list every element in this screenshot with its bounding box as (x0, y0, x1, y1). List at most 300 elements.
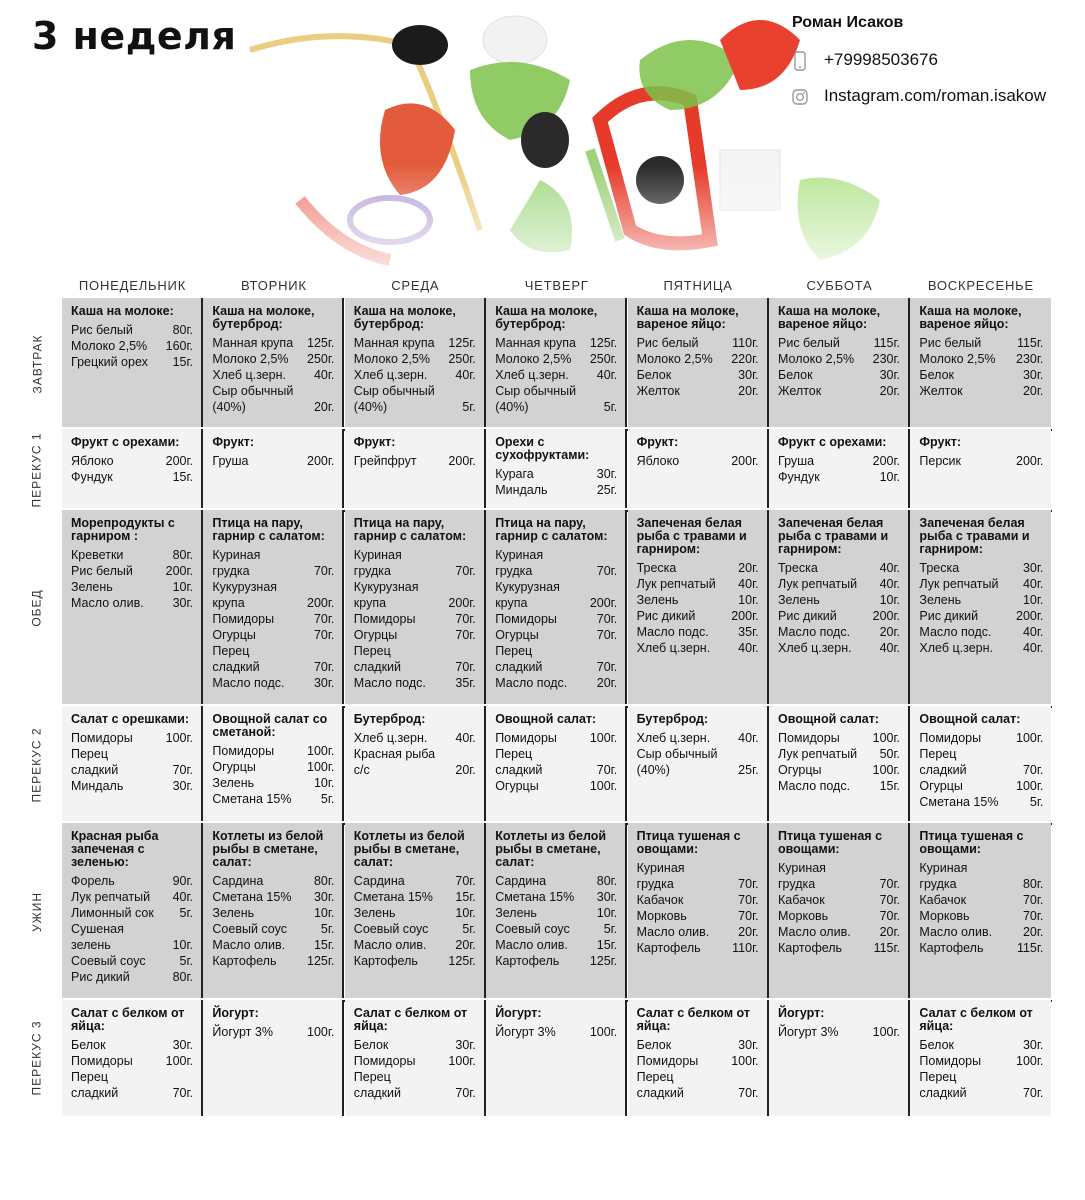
meal-cell (486, 706, 627, 821)
ingredient-name: сладкий (636, 1086, 684, 1100)
ingredient-row (495, 730, 617, 746)
ingredient-name: Кукурузная (212, 580, 278, 594)
ingredient-row (71, 1085, 193, 1101)
ingredient-amount: 5г. (462, 400, 476, 414)
meal-label-text: ПЕРЕКУС 3 (30, 1020, 44, 1096)
ingredient-name: Хлеб ц.зерн. (495, 368, 569, 382)
ingredient-row (919, 367, 1043, 383)
ingredient-row (919, 794, 1043, 810)
ingredient-amount: 70г. (596, 612, 618, 626)
ingredient-row (212, 889, 334, 905)
dish-title: Птица на пару, гарнир с салатом: (353, 516, 467, 543)
ingredient-name: Лук репчатый (778, 577, 858, 591)
ingredient-row (919, 908, 1043, 924)
ingredient-amount: 250г. (448, 352, 476, 366)
ingredient-name: Хлеб ц.зерн. (353, 731, 428, 745)
ingredient-row (637, 892, 759, 908)
ingredient-row (778, 335, 900, 351)
ingredient-name: Яблоко (636, 454, 680, 468)
ingredient-amount: 100г. (165, 731, 193, 745)
ingredient-row (495, 482, 617, 498)
ingredient-row (212, 937, 334, 953)
ingredient-name: Рис белый (71, 323, 133, 337)
ingredient-name: Огурцы (353, 628, 398, 642)
ingredient-name: Молоко 2,5% (636, 352, 713, 366)
ingredient-row (919, 762, 1043, 778)
ingredient-amount: 100г. (589, 779, 618, 793)
meal-cell (628, 510, 769, 704)
ingredient-amount: 70г. (738, 909, 759, 923)
ingredient-row (778, 746, 900, 762)
ingredient-name: Фундук (71, 470, 113, 484)
ingredient-amount: 80г. (1022, 877, 1044, 891)
ingredient-amount: 110г. (732, 941, 759, 955)
ingredient-row (778, 762, 900, 778)
ingredient-name: Соевый соус (212, 922, 287, 936)
ingredient-row (495, 921, 617, 937)
ingredient-name: Треска (919, 561, 960, 575)
ingredient-name: Картофель (495, 954, 560, 968)
ingredient-name: Рис дикий (71, 970, 130, 984)
meal-row (30, 429, 1052, 512)
ingredient-name: Сметана 15% (495, 890, 575, 904)
meal-cell (628, 429, 769, 508)
day-header: ПЯТНИЦА (663, 278, 733, 293)
ingredient-row (354, 762, 476, 778)
ingredient-amount: 10г. (879, 470, 900, 484)
ingredient-row (71, 469, 193, 485)
meal-cell (628, 1000, 769, 1116)
day-header: СУББОТА (806, 278, 873, 293)
dish-title: Птица тушеная с овощами: (919, 829, 1024, 856)
ingredient-name: Помидоры (212, 612, 275, 626)
ingredient-amount: 80г. (313, 874, 335, 888)
ingredient-row (71, 730, 193, 746)
ingredient-amount: 50г. (879, 747, 900, 761)
ingredient-amount: 125г. (589, 336, 618, 350)
ingredient-row (354, 643, 476, 659)
ingredient-name: Помидоры (71, 1054, 133, 1068)
ingredient-name: Груша (212, 454, 249, 468)
ingredient-name: грудка (495, 564, 533, 578)
ingredient-amount: 15г. (172, 470, 193, 484)
dish-title: Овощной салат: (495, 712, 597, 726)
day-header: ЧЕТВЕРГ (524, 278, 589, 293)
ingredient-row (637, 1069, 759, 1085)
ingredient-row (354, 351, 476, 367)
ingredient-name: Куриная (353, 548, 402, 562)
ingredient-name: грудка (636, 877, 674, 891)
ingredient-name: Масло олив. (919, 925, 993, 939)
ingredient-row (778, 592, 900, 608)
ingredient-name: Масло подс. (636, 625, 709, 639)
ingredient-name: Сушеная (71, 922, 124, 936)
ingredient-name: Масло подс. (212, 676, 285, 690)
ingredient-row (919, 1037, 1043, 1053)
ingredient-amount: 70г. (879, 877, 900, 891)
ingredient-amount: 70г. (172, 1086, 193, 1100)
meal-label-text: УЖИН (30, 891, 44, 932)
ingredient-name: с/с (353, 763, 370, 777)
ingredient-row (919, 1085, 1043, 1101)
ingredient-row (354, 937, 476, 953)
ingredient-name: Картофель (919, 941, 984, 955)
ingredient-name: Масло подс. (353, 676, 426, 690)
ingredient-name: Огурцы (778, 763, 822, 777)
ingredient-row (354, 563, 476, 579)
ingredient-name: Зелень (212, 776, 255, 790)
ingredient-row (919, 730, 1043, 746)
ingredient-row (778, 560, 900, 576)
ingredient-row (354, 1053, 476, 1069)
ingredient-amount: 20г. (596, 676, 618, 690)
ingredient-name: Сардина (353, 874, 405, 888)
ingredient-amount: 200г. (307, 454, 335, 468)
ingredient-amount: 70г. (738, 1086, 759, 1100)
ingredient-row (71, 1037, 193, 1053)
meal-cell (486, 298, 627, 427)
ingredient-name: Сметана 15% (212, 792, 292, 806)
ingredient-name: Лук репчатый (636, 577, 716, 591)
ingredient-row (495, 762, 617, 778)
phone-row (792, 50, 938, 71)
dish-title: Бутерброд: (353, 712, 426, 726)
ingredient-name: Треска (636, 561, 677, 575)
ingredient-name: сладкий (919, 1086, 967, 1100)
ingredient-amount: 70г. (455, 628, 476, 642)
ingredient-name: Сметана 15% (919, 795, 999, 809)
meal-cell (62, 1000, 203, 1116)
ingredient-amount: 100г. (731, 1054, 759, 1068)
ingredient-name: Соевый соус (495, 922, 570, 936)
ingredient-row (354, 659, 476, 675)
ingredient-row (212, 791, 334, 807)
ingredient-row (778, 367, 900, 383)
ingredient-amount: 100г. (872, 731, 900, 745)
ingredient-amount: 70г. (313, 612, 335, 626)
dish-title: Фрукт: (636, 435, 679, 449)
ingredient-row (919, 876, 1043, 892)
ingredient-row (354, 367, 476, 383)
ingredient-amount: 200г. (165, 564, 193, 578)
ingredient-row (495, 953, 617, 969)
ingredient-row (637, 335, 759, 351)
ingredient-name: Молоко 2,5% (778, 352, 855, 366)
ingredient-row (919, 383, 1043, 399)
ingredient-row (919, 924, 1043, 940)
ingredient-amount: 70г. (313, 660, 335, 674)
ingredient-name: Помидоры (495, 731, 557, 745)
dish-title: Морепродукты с гарниром : (71, 516, 175, 543)
ingredient-amount: 100г. (1016, 779, 1044, 793)
ingredient-name: Кукурузная (495, 580, 560, 594)
dish-title: Фрукт с орехами: (778, 435, 887, 449)
ingredient-amount: 30г. (1022, 1038, 1044, 1052)
ingredient-name: Зелень (636, 593, 679, 607)
ingredient-name: Перец (71, 1070, 108, 1084)
ingredient-row (637, 746, 759, 762)
ingredient-name: крупа (353, 596, 387, 610)
meal-cell (769, 429, 910, 508)
ingredient-amount: 5г. (320, 792, 335, 806)
dish-title: Овощной салат: (778, 712, 880, 726)
ingredient-name: Белок (919, 1038, 954, 1052)
ingredient-name: Куриная (212, 548, 261, 562)
ingredient-name: Сыр обычный (636, 747, 718, 761)
ingredient-row (354, 547, 476, 563)
ingredient-name: Треска (778, 561, 818, 575)
ingredient-name: Зелень (778, 593, 820, 607)
meal-cell (203, 1000, 344, 1116)
meal-cell (62, 510, 203, 704)
ingredient-name: Курага (495, 467, 534, 481)
ingredient-row (778, 576, 900, 592)
ingredient-amount: 40г. (879, 561, 900, 575)
day-headers (62, 278, 1052, 298)
ingredient-row (778, 640, 900, 656)
meal-cell (62, 298, 203, 427)
ingredient-name: Перец (919, 747, 957, 761)
ingredient-amount: 10г. (172, 938, 193, 952)
ingredient-name: Хлеб ц.зерн. (778, 641, 852, 655)
ingredient-name: Помидоры (636, 1054, 699, 1068)
ingredient-amount: 200г. (1016, 609, 1044, 623)
dish-title: Фрукт: (212, 435, 255, 449)
dish-title: Орехи с сухофруктами: (495, 435, 590, 462)
ingredient-row (778, 383, 900, 399)
ingredient-name: грудка (212, 564, 250, 578)
meal-cell (345, 706, 486, 821)
ingredient-name: грудка (353, 564, 391, 578)
ingredient-row (778, 876, 900, 892)
ingredient-name: Манная крупа (212, 336, 294, 350)
ingredient-amount: 200г. (589, 596, 618, 610)
ingredient-row (919, 335, 1043, 351)
dish-title: Каша на молоке, бутерброд: (212, 304, 315, 331)
ingredient-name: Масло олив. (353, 938, 427, 952)
ingredient-name: сладкий (71, 1086, 119, 1100)
day-header: ВТОРНИК (240, 278, 307, 293)
ingredient-name: Перец (495, 747, 533, 761)
ingredient-name: сладкий (495, 660, 543, 674)
ingredient-amount: 70г. (879, 893, 900, 907)
ingredient-row (354, 730, 476, 746)
dish-title: Салат с белком от яйца: (71, 1006, 185, 1033)
ingredient-name: Зелень (212, 906, 255, 920)
ingredient-amount: 125г. (448, 336, 476, 350)
ingredient-name: Помидоры (353, 612, 416, 626)
ingredient-amount: 115г. (873, 336, 900, 350)
ingredient-amount: 125г. (448, 954, 476, 968)
ingredient-name: Масло подс. (495, 676, 568, 690)
ingredient-row (919, 940, 1043, 956)
ingredient-row (495, 367, 617, 383)
ingredient-amount: 10г. (879, 593, 900, 607)
meal-cell (910, 298, 1051, 427)
ingredient-amount: 100г. (165, 1054, 193, 1068)
ingredient-amount: 25г. (738, 763, 759, 777)
ingredient-amount: 10г. (1022, 593, 1044, 607)
dish-title: Каша на молоке, вареное яйцо: (919, 304, 1022, 331)
ingredient-row (919, 453, 1043, 469)
dish-title: Котлеты из белой рыбы в сметане, салат: (495, 829, 607, 869)
meal-label-text: ЗАВТРАК (30, 334, 45, 393)
ingredient-amount: 20г. (1022, 384, 1044, 398)
ingredient-row (778, 351, 900, 367)
ingredient-row (71, 1053, 193, 1069)
ingredient-amount: 70г. (455, 660, 476, 674)
ingredient-amount: 20г. (738, 925, 759, 939)
ingredient-amount: 40г. (879, 577, 900, 591)
meal-cell (203, 298, 344, 427)
ingredient-row (919, 860, 1043, 876)
ingredient-row (71, 563, 193, 579)
ingredient-row (71, 595, 193, 611)
ingredient-amount: 230г. (1016, 352, 1044, 366)
ingredient-row (778, 730, 900, 746)
dish-title: Фрукт: (353, 435, 396, 449)
ingredient-amount: 20г. (738, 384, 759, 398)
ingredient-row (71, 547, 193, 563)
dish-title: Йогурт: (212, 1006, 259, 1020)
ingredient-row (637, 592, 759, 608)
ingredient-name: Молоко 2,5% (212, 352, 289, 366)
ingredient-name: Соевый соус (353, 922, 429, 936)
ingredient-name: Морковь (636, 909, 687, 923)
meal-cell (910, 823, 1051, 998)
ingredient-name: Помидоры (778, 731, 840, 745)
meal-cell (345, 823, 486, 998)
ingredient-row (71, 746, 193, 762)
dish-title: Котлеты из белой рыбы в сметане, салат: (212, 829, 324, 869)
ingredient-row (637, 940, 759, 956)
ingredient-row (71, 579, 193, 595)
ingredient-row (495, 547, 617, 563)
ingredient-name: сладкий (71, 763, 119, 777)
dish-title: Фрукт: (919, 435, 962, 449)
meal-cell (345, 429, 486, 508)
ingredient-name: Хлеб ц.зерн. (212, 368, 286, 382)
meal-cell (345, 510, 486, 704)
ingredient-amount: 40г. (738, 731, 759, 745)
dish-title: Каша на молоке, бутерброд: (495, 304, 598, 331)
meal-cell (203, 823, 344, 998)
ingredient-amount: 125г. (307, 336, 335, 350)
meal-cell (769, 298, 910, 427)
meal-cell (769, 510, 910, 704)
ingredient-amount: 5г. (462, 922, 476, 936)
ingredient-amount: 80г. (172, 323, 193, 337)
ingredient-amount: 70г. (879, 909, 900, 923)
ingredient-amount: 200г. (165, 454, 193, 468)
ingredient-amount: 70г. (1022, 909, 1044, 923)
ingredient-row (212, 611, 334, 627)
phone-icon (792, 51, 808, 71)
ingredient-amount: 70г. (313, 564, 335, 578)
ingredient-row (212, 579, 334, 595)
ingredient-amount: 160г. (165, 339, 193, 353)
ingredient-amount: 40г. (1022, 641, 1044, 655)
dish-title: Овощной салат со сметаной: (212, 712, 328, 739)
ingredient-name: Миндаль (71, 779, 124, 793)
ingredient-name: крупа (212, 596, 245, 610)
ingredient-amount: 30г. (455, 1038, 476, 1052)
ingredient-row (71, 953, 193, 969)
ingredient-amount: 100г. (589, 1025, 618, 1039)
day-header: ПОНЕДЕЛЬНИК (78, 278, 187, 293)
meal-label (12, 429, 62, 510)
ingredient-name: Зелень (495, 906, 537, 920)
day-header: ВОСКРЕСЕНЬЕ (927, 278, 1034, 293)
ingredient-row (495, 595, 617, 611)
vegetables-illustration (240, 0, 900, 300)
ingredient-row (495, 889, 617, 905)
ingredient-name: Лук репчатый (778, 747, 858, 761)
dish-title: Красная рыба запеченая с зеленью: (71, 829, 159, 869)
ingredient-name: Хлеб ц.зерн. (353, 368, 428, 382)
ingredient-row (212, 759, 334, 775)
ingredient-amount: 80г. (172, 548, 193, 562)
ingredient-row (71, 762, 193, 778)
ingredient-name: Помидоры (495, 612, 557, 626)
ingredient-name: Огурцы (919, 779, 963, 793)
ingredient-amount: 10г. (313, 906, 335, 920)
ingredient-amount: 115г. (1016, 336, 1044, 350)
ingredient-name: Огурцы (495, 779, 539, 793)
ingredient-name: Манная крупа (353, 336, 435, 350)
ingredient-row (212, 921, 334, 937)
ingredient-row (495, 383, 617, 399)
ingredient-row (212, 563, 334, 579)
ingredient-amount: 20г. (313, 400, 335, 414)
ingredient-name: Белок (636, 1038, 672, 1052)
meal-label (12, 1000, 62, 1116)
ingredient-row (71, 905, 193, 921)
author-name: Роман Исаков (792, 14, 904, 31)
instagram-link[interactable]: Instagram.com/roman.isakow (824, 86, 1047, 105)
meal-cell (628, 298, 769, 427)
ingredient-row (495, 937, 617, 953)
dish-title: Каша на молоке, бутерброд: (353, 304, 456, 331)
ingredient-amount: 70г. (738, 893, 759, 907)
ingredient-row (495, 563, 617, 579)
dish-title: Котлеты из белой рыбы в сметане, салат: (353, 829, 465, 869)
ingredient-amount: 200г. (1016, 454, 1044, 468)
ingredient-amount: 40г. (172, 890, 193, 904)
ingredient-row (637, 1053, 759, 1069)
ingredient-amount: 5г. (603, 400, 618, 414)
ingredient-name: Сардина (212, 874, 264, 888)
ingredient-row (71, 969, 193, 985)
ingredient-row (778, 608, 900, 624)
ingredient-name: Зелень (919, 593, 962, 607)
ingredient-row (637, 351, 759, 367)
ingredient-name: Огурцы (212, 628, 256, 642)
ingredient-row (495, 611, 617, 627)
ingredient-name: Масло олив. (495, 938, 568, 952)
ingredient-row (495, 905, 617, 921)
ingredient-name: Персик (919, 454, 961, 468)
ingredient-row (212, 659, 334, 675)
ingredient-amount: 20г. (1022, 925, 1044, 939)
dish-title: Овощной салат: (919, 712, 1021, 726)
ingredient-row (354, 399, 476, 415)
page-title: 3 неделя (32, 14, 237, 58)
ingredient-amount: 100г. (1016, 731, 1044, 745)
phone-number[interactable]: +79998503676 (824, 50, 938, 69)
ingredient-row (212, 1024, 334, 1040)
ingredient-row (919, 624, 1043, 640)
